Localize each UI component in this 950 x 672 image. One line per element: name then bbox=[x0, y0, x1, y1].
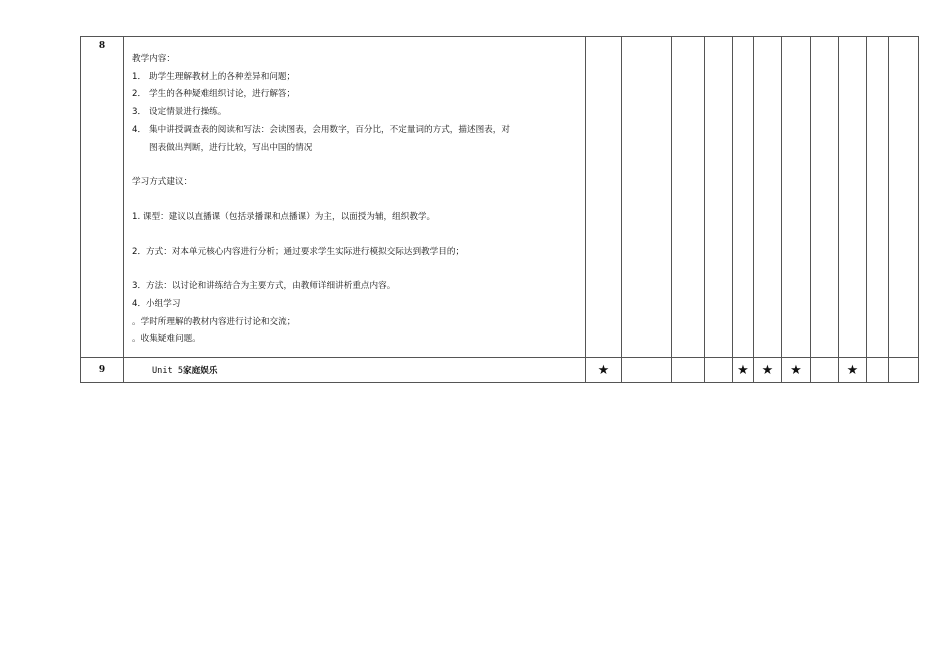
mark-cell bbox=[867, 358, 889, 383]
spacer bbox=[132, 192, 585, 209]
list-item-text: 助学生理解教材上的各种差异和问题； bbox=[149, 71, 296, 82]
mark-cell bbox=[586, 37, 622, 358]
mark-cell bbox=[867, 37, 889, 358]
star-icon: ★ bbox=[782, 358, 811, 383]
mark-cell bbox=[811, 37, 839, 358]
list-item-text: 学生的各种疑难组织讨论，进行解答； bbox=[149, 89, 296, 100]
list-item-text: 设定情景进行操练。 bbox=[149, 107, 227, 118]
unit-title: 家庭娱乐 bbox=[183, 366, 218, 376]
suggestion-subitem: 。收集疑难问题。 bbox=[132, 334, 201, 345]
table-row bbox=[81, 358, 919, 383]
suggestion-item: 4．小组学习 bbox=[132, 299, 181, 310]
mark-cell bbox=[782, 37, 811, 358]
star-icon: ★ bbox=[733, 358, 754, 383]
suggestion-subitem: 。学时所理解的教材内容进行讨论和交流； bbox=[132, 316, 296, 327]
section-heading-content: 教学内容： bbox=[132, 54, 175, 64]
list-item-continuation: 图表做出判断，进行比较，写出中国的情况 bbox=[149, 142, 313, 153]
mark-cell bbox=[889, 358, 919, 383]
course-table bbox=[80, 36, 919, 383]
list-item bbox=[132, 69, 585, 87]
mark-cell bbox=[811, 358, 839, 383]
star-icon: ★ bbox=[839, 358, 867, 383]
table-row bbox=[81, 37, 919, 358]
mark-cell bbox=[889, 37, 919, 358]
mark-cell bbox=[672, 358, 705, 383]
list-item bbox=[132, 86, 585, 104]
list-marker: 3． bbox=[132, 107, 147, 118]
mark-cell bbox=[672, 37, 705, 358]
suggestion-item: 2．方式：对本单元核心内容进行分析；通过要求学生实际进行模拟交际达到教学目的； bbox=[132, 246, 465, 257]
section-heading-suggestions: 学习方式建议： bbox=[132, 177, 193, 188]
row-content bbox=[124, 358, 586, 383]
mark-cell bbox=[622, 37, 672, 358]
row-number: 8 bbox=[81, 37, 124, 358]
suggestion-item: 1. 课型：建议以直播课（包括录播课和点播课）为主，以面授为辅，组织教学。 bbox=[132, 211, 436, 222]
spacer bbox=[132, 157, 585, 174]
mark-cell bbox=[839, 37, 867, 358]
mark-cell bbox=[733, 37, 754, 358]
list-marker: 4． bbox=[132, 124, 147, 135]
star-icon: ★ bbox=[586, 358, 622, 383]
list-item bbox=[132, 104, 585, 122]
suggestion-item: 3．方法：以讨论和讲练结合为主要方式，由教师详细讲析重点内容。 bbox=[132, 281, 396, 292]
mark-cell bbox=[754, 37, 782, 358]
row-content bbox=[124, 37, 586, 358]
spacer bbox=[132, 261, 585, 278]
list-marker: 1． bbox=[132, 71, 147, 82]
mark-cell bbox=[705, 358, 733, 383]
spacer bbox=[132, 227, 585, 244]
mark-cell bbox=[705, 37, 733, 358]
row-number: 9 bbox=[81, 358, 124, 383]
star-icon: ★ bbox=[754, 358, 782, 383]
list-item-text: 集中讲授调查表的阅读和写法：会读图表，会用数字，百分比，不定量词的方式，描述图表，对 bbox=[149, 124, 510, 135]
list-item bbox=[132, 122, 585, 140]
list-marker: 2． bbox=[132, 89, 147, 100]
mark-cell bbox=[622, 358, 672, 383]
unit-label: Unit 5 bbox=[152, 366, 184, 376]
